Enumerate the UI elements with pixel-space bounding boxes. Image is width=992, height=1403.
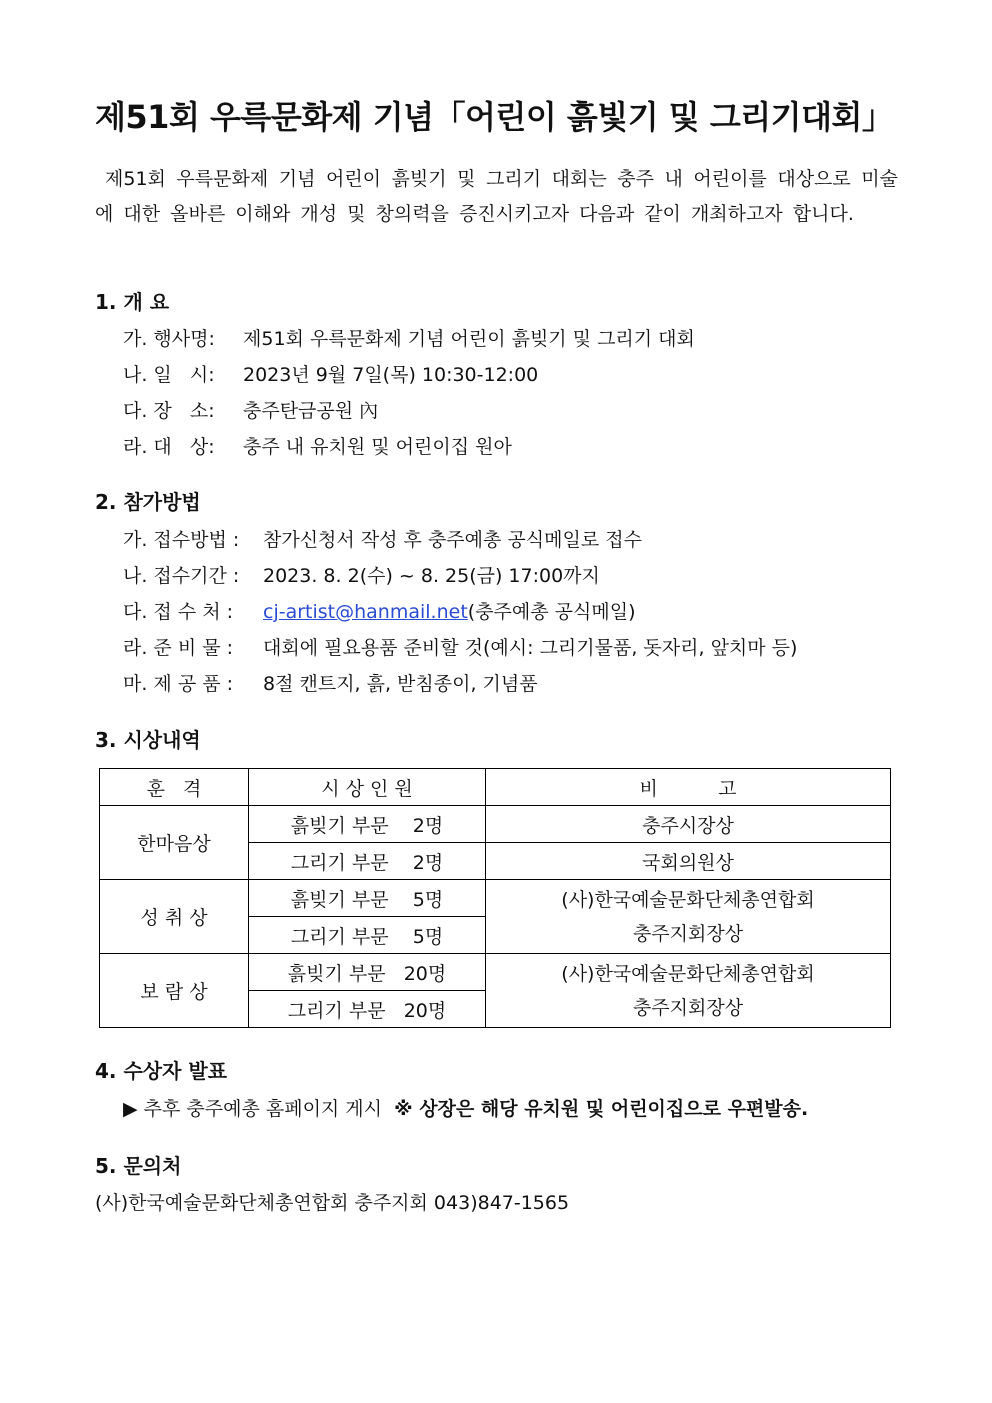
method-item: 가. 접수방법 : 참가신청서 작성 후 충주예총 공식메일로 접수 <box>123 529 642 551</box>
table-row <box>100 806 891 843</box>
method-item: 마. 제 공 품 : 8절 캔트지, 흙, 받침종이, 기념품 <box>123 673 538 695</box>
method-item: 나. 접수기간 : 2023. 8. 2(수) ~ 8. 25(금) 17:00까지 <box>123 565 600 587</box>
overview-item: 나. 일 시: 2023년 9월 7일(목) 10:30-12:00 <box>123 364 539 386</box>
award-count: 그리기 부문 20명 <box>249 991 486 1028</box>
email-link[interactable]: cj-artist@hanmail.net <box>263 601 468 623</box>
table-header-row <box>100 769 891 806</box>
document-title: 제51회 우륵문화제 기념「어린이 흙빛기 및 그리기대회」 <box>95 98 894 136</box>
section-3-heading: 3. 시상내역 <box>95 728 201 752</box>
contact-info: (사)한국예술문화단체총연합회 충주지회 043)847-1565 <box>95 1192 570 1214</box>
section-4-heading: 4. 수상자 발표 <box>95 1059 228 1083</box>
section-5-heading: 5. 문의처 <box>95 1154 182 1178</box>
table-header: 훈 격 <box>100 769 249 806</box>
intro-paragraph <box>95 162 898 232</box>
award-table <box>99 768 891 1028</box>
overview-item: 라. 대 상: 충주 내 유치원 및 어린이집 원아 <box>123 436 512 458</box>
award-note: (사)한국예술문화단체총연합회 충주지회장상 <box>486 880 891 954</box>
award-name: 보 람 상 <box>100 954 249 1028</box>
award-note: (사)한국예술문화단체총연합회 충주지회장상 <box>486 954 891 1028</box>
intro-text: 제51회 우륵문화제 기념 어린이 흙빚기 및 그리기 대회는 충주 내 어린이를 대상으로 미술에 대한 올바른 이해와 개성 및 창의력을 증진시키고자 다음과 같이 개최하고자 합니다. <box>95 168 898 225</box>
overview-item: 다. 장 소: 충주탄금공원 內 <box>123 400 379 422</box>
award-count: 흙빚기 부문 20명 <box>249 954 486 991</box>
award-name: 한마음상 <box>100 806 249 880</box>
section-2-heading: 2. 참가방법 <box>95 490 201 514</box>
award-note: 국회의원상 <box>486 843 891 880</box>
method-item: 다. 접 수 처 : cj-artist@hanmail.net(충주예총 공식메일) <box>123 601 636 623</box>
section-1-heading: 1. 개 요 <box>95 290 170 314</box>
announcement-notice: ▶ 추후 충주예총 홈페이지 게시 ※ 상장은 해당 유치원 및 어린이집으로 우편발송. <box>123 1098 809 1120</box>
table-row <box>100 954 891 991</box>
method-item: 라. 준 비 물 : 대회에 필요용품 준비할 것(예시: 그리기물품, 돗자리, 앞치마 등) <box>123 637 798 659</box>
award-count: 그리기 부문 5명 <box>249 917 486 954</box>
table-header: 시 상 인 원 <box>249 769 486 806</box>
table-header: 비 고 <box>486 769 891 806</box>
award-name: 성 취 상 <box>100 880 249 954</box>
table-row <box>100 880 891 917</box>
award-note: 충주시장상 <box>486 806 891 843</box>
award-count: 흙빚기 부문 5명 <box>249 880 486 917</box>
award-count: 그리기 부문 2명 <box>249 843 486 880</box>
overview-item: 가. 행사명: 제51회 우륵문화제 기념 어린이 흙빚기 및 그리기 대회 <box>123 328 695 350</box>
mailing-notice: ※ 상장은 해당 유치원 및 어린이집으로 우편발송. <box>394 1098 809 1120</box>
award-count: 흙빚기 부문 2명 <box>249 806 486 843</box>
